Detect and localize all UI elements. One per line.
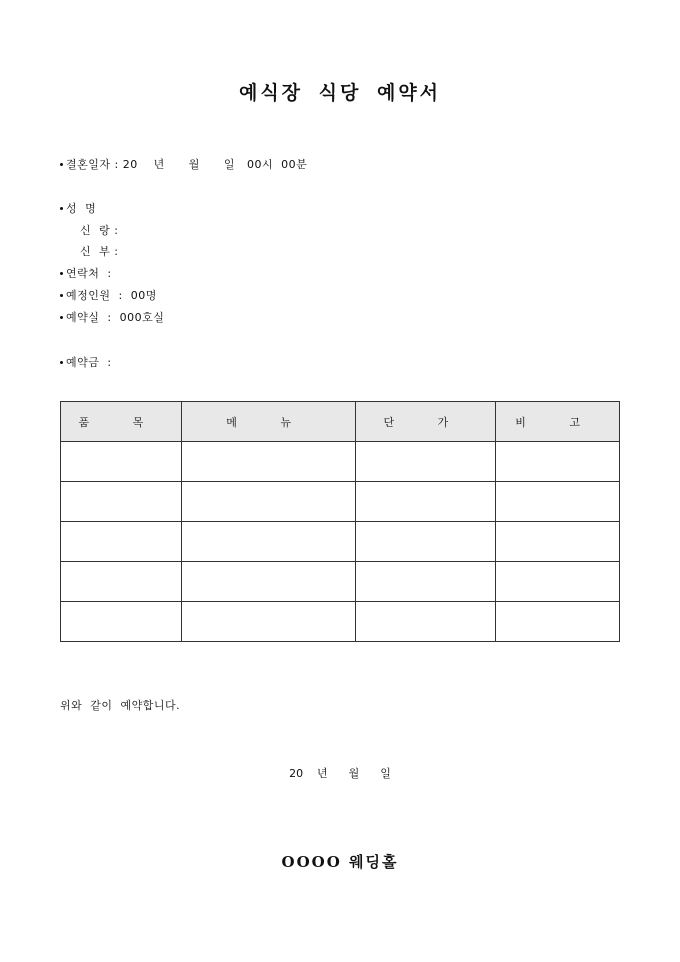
contact-line — [60, 267, 112, 281]
contact: 연락처 : — [66, 267, 112, 280]
header-remarks: 비 고 — [496, 402, 620, 442]
reservation-room: 예약실 : 000호실 — [66, 311, 165, 324]
deposit-line — [60, 356, 112, 370]
table-cell — [496, 562, 620, 602]
table-row — [61, 562, 620, 602]
table-cell — [181, 562, 356, 602]
table-cell — [356, 562, 496, 602]
table-cell — [496, 482, 620, 522]
wedding-date: 결혼일자 : 20 년 월 일 00시 00분 — [66, 158, 308, 171]
table-header-row — [61, 402, 620, 442]
table-cell — [181, 602, 356, 642]
table-cell — [496, 522, 620, 562]
date-line: 20 년 월 일 — [289, 767, 391, 780]
table-cell — [61, 562, 182, 602]
bullet-icon — [60, 316, 63, 319]
header-unit-price: 단 가 — [356, 402, 496, 442]
table-row — [61, 482, 620, 522]
header-menu: 메 뉴 — [181, 402, 356, 442]
bullet-icon — [60, 294, 63, 297]
bullet-icon — [60, 361, 63, 364]
table-cell — [496, 442, 620, 482]
bullet-icon — [60, 272, 63, 275]
bullet-icon — [60, 207, 63, 210]
groom: 신 랑 : — [80, 224, 119, 237]
name-header-line — [60, 202, 96, 216]
header-item: 품 목 — [61, 402, 182, 442]
table-cell — [181, 442, 356, 482]
bride: 신 부 : — [80, 245, 119, 258]
table-cell — [356, 522, 496, 562]
closing-statement: 위와 같이 예약합니다. — [60, 699, 181, 712]
table-cell — [356, 602, 496, 642]
table-row — [61, 602, 620, 642]
table-cell — [356, 442, 496, 482]
expected-guests-line — [60, 289, 157, 303]
table-cell — [356, 482, 496, 522]
table-cell — [496, 602, 620, 642]
page-title: 예식장 식당 예약서 — [238, 82, 442, 104]
deposit: 예약금 : — [66, 356, 112, 369]
wedding-date-line — [60, 158, 307, 172]
table-cell — [181, 522, 356, 562]
table-cell — [61, 602, 182, 642]
table-cell — [61, 522, 182, 562]
reservation-room-line — [60, 311, 164, 325]
table-row — [61, 522, 620, 562]
menu-table — [60, 401, 620, 642]
table-cell — [61, 482, 182, 522]
table-cell — [181, 482, 356, 522]
expected-guests: 예정인원 : 00명 — [66, 289, 157, 302]
signature: OOOO 웨딩홀 — [281, 853, 399, 871]
bullet-icon — [60, 163, 63, 166]
name-header: 성 명 — [66, 202, 97, 215]
table-row — [61, 442, 620, 482]
table-cell — [61, 442, 182, 482]
